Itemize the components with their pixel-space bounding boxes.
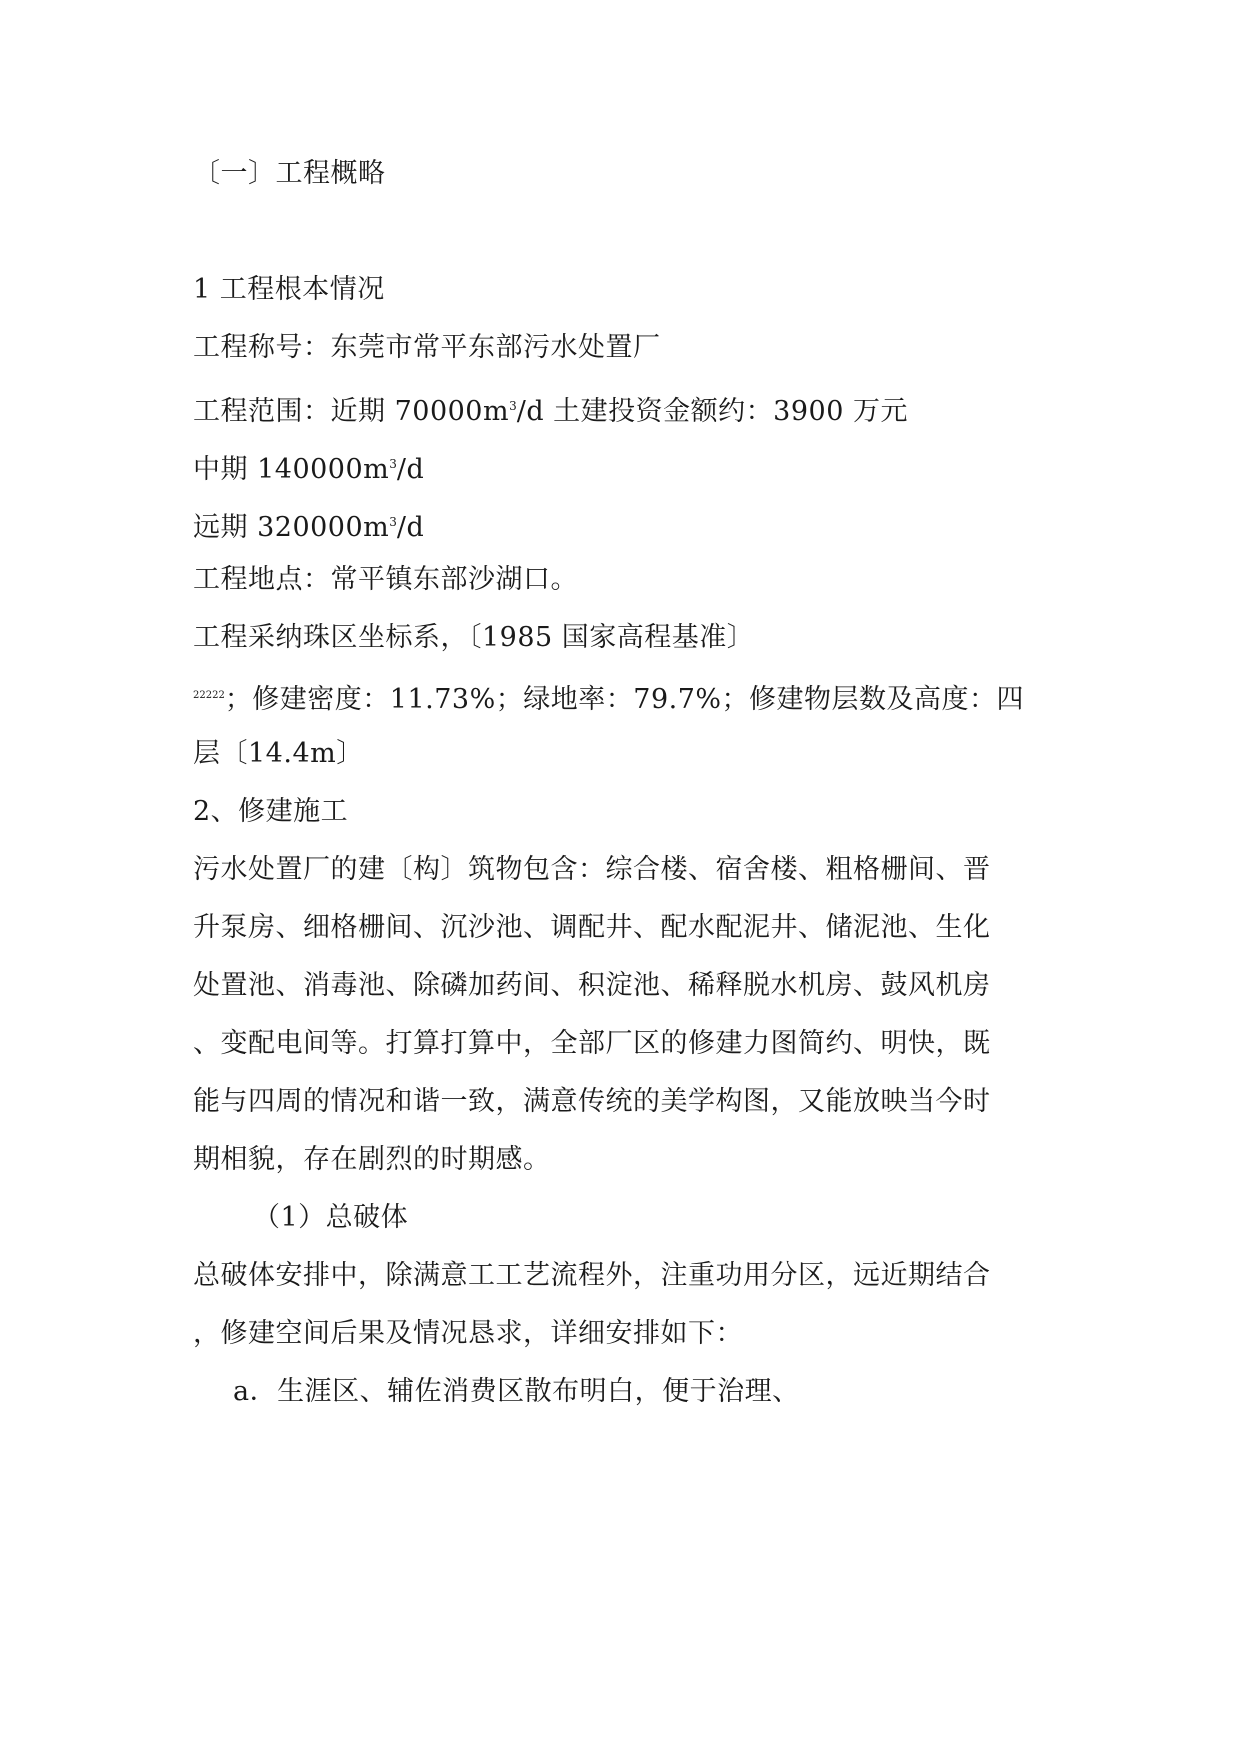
list-item-a: a．生涯区、辅佐消费区散布明白，便于治理、 — [233, 1376, 800, 1407]
density-line — [193, 676, 1024, 720]
subsection-heading-2: 2、修建施工 — [193, 796, 349, 827]
subsection-heading-1: 1 工程根本情况 — [193, 274, 385, 305]
paragraph-2-line-2: ，修建空间后果及情况恳求，详细安排如下： — [193, 1318, 743, 1349]
project-scope-line — [193, 386, 908, 432]
paragraph-1-line-2: 升泵房、细格栅间、沉沙池、调配井、配水配泥井、储泥池、生化 — [193, 912, 991, 943]
paragraph-1-line-5: 能与四周的情况和谐一致，满意传统的美学构图，又能放映当今时 — [193, 1086, 991, 1117]
long-term-line — [193, 502, 424, 548]
paragraph-1-line-3: 处置池、消毒池、除磷加药间、积淀池、稀释脱水机房、鼓风机房 — [193, 970, 991, 1001]
density-line-2: 层〔14.4m〕 — [193, 738, 364, 769]
scope-text-a: 工程范围：近期 70000m — [193, 396, 510, 427]
long-term-text-a: 远期 320000m — [193, 512, 390, 543]
paragraph-1-line-1: 污水处置厂的建〔构〕筑物包含：综合楼、宿舍楼、粗格栅间、晋 — [193, 854, 991, 885]
paragraph-1-line-6: 期相貌，存在剧烈的时期感。 — [193, 1144, 551, 1175]
section-heading: 〔一〕工程概略 — [193, 158, 386, 189]
paragraph-2-line-1: 总破体安排中，除满意工工艺流程外，注重功用分区，远近期结合 — [193, 1260, 991, 1291]
density-prefix: 22222 — [193, 690, 225, 701]
long-term-text-b: /d — [396, 512, 425, 543]
item-1-heading: （1）总破体 — [253, 1202, 409, 1233]
density-text: ；修建密度：11.73%；绿地率：79.7%；修建物层数及高度：四 — [224, 684, 1025, 715]
scope-text-b: /d 土建投资金额约：3900 万元 — [516, 396, 908, 427]
project-name-line: 工程称号：东莞市常平东部污水处置厂 — [193, 332, 661, 363]
mid-term-text-a: 中期 140000m — [193, 454, 390, 485]
long-term-superscript: 3 — [389, 515, 397, 529]
paragraph-1-line-4: 、变配电间等。打算打算中，全部厂区的修建力图简约、明快，既 — [193, 1028, 991, 1059]
mid-term-text-b: /d — [396, 454, 425, 485]
scope-superscript: 3 — [509, 399, 517, 413]
coordinate-line: 工程采纳珠区坐标系，〔1985 国家高程基准〕 — [193, 622, 755, 653]
mid-term-line — [193, 444, 424, 490]
location-line: 工程地点：常平镇东部沙湖口。 — [193, 564, 578, 595]
mid-term-superscript: 3 — [389, 457, 397, 471]
